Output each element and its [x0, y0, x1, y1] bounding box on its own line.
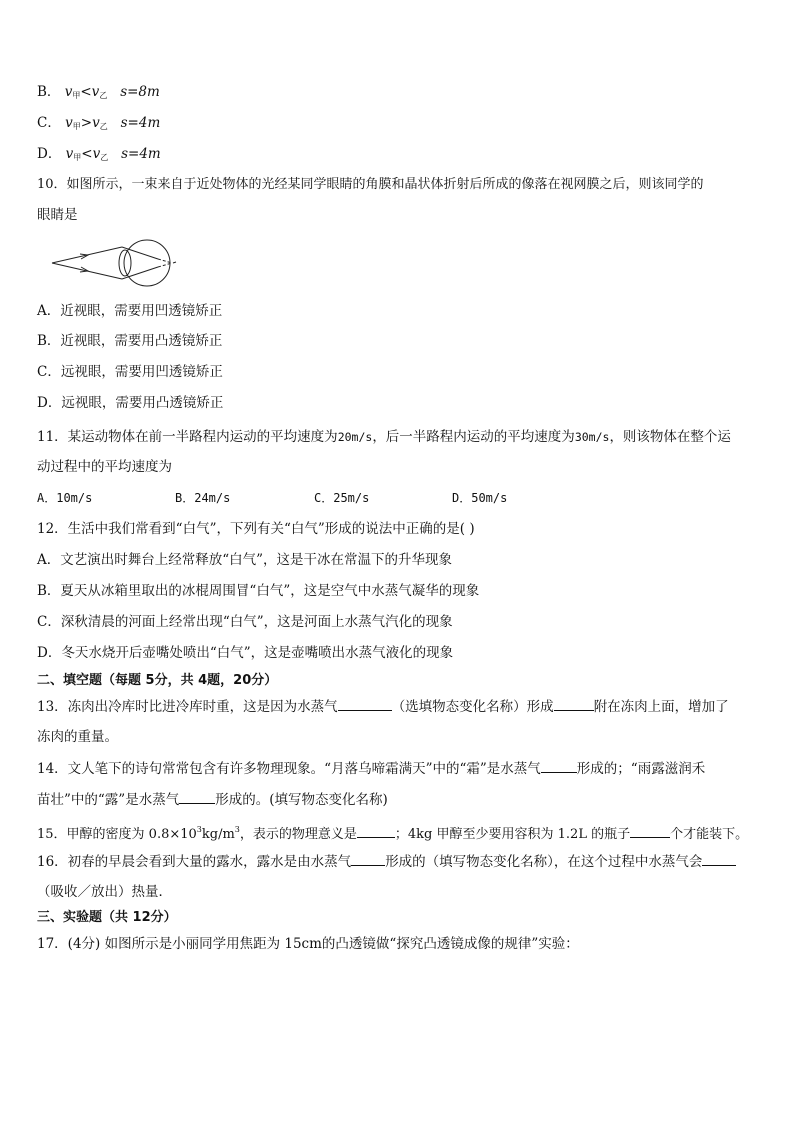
v-symbol: v	[91, 84, 100, 100]
subscript: 甲	[72, 91, 81, 100]
distance: s=4m	[120, 115, 161, 131]
q15-text: ；4kg 甲醇至少要用容积为 1.2L 的瓶子	[394, 827, 631, 842]
refracted-ray	[122, 267, 158, 279]
q9-option-b	[37, 82, 160, 106]
q16-text: 形成的（填写物态变化名称），在这个过程中水蒸气会	[385, 854, 703, 870]
q10-option-c: C．远视眼，需要用凹透镜矫正	[37, 364, 223, 380]
subscript: 乙	[99, 91, 108, 100]
section-fill-in-heading: 二、填空题（每题 5分，共 4题，20分）	[37, 673, 278, 688]
image-point	[173, 262, 176, 263]
option-label: D．	[37, 146, 62, 162]
q13-text: 13．冻肉出冷库时比进冷库时重，这是因为水蒸气	[37, 699, 338, 715]
subscript: 乙	[100, 153, 109, 162]
exponent: 3	[234, 825, 240, 834]
q16-line1	[37, 851, 736, 872]
q12-option-d: D．冬天水烧开后壶嘴处喷出“白气”，这是壶嘴喷出水蒸气液化的现象	[37, 645, 454, 661]
v-symbol: v	[65, 115, 73, 131]
q11-stem-line1	[37, 427, 731, 447]
q14-text: 苗壮”中的“露”是水蒸气	[37, 792, 180, 808]
q10-option-d: D．远视眼，需要用凸透镜矫正	[37, 395, 224, 411]
q15-text: 个才能装下。	[670, 827, 749, 842]
speed-value: 30m/s	[574, 430, 610, 444]
lens	[119, 250, 131, 276]
answer-blank[interactable]	[351, 851, 385, 866]
q12-option-a: A．文艺演出时舞台上经常释放“白气”，这是干冰在常温下的升华现象	[37, 552, 453, 568]
q14-line1	[37, 758, 705, 779]
q14-text: 14．文人笔下的诗句常常包含有许多物理现象。“月落乌啼霜满天”中的“霜”是水蒸气	[37, 761, 541, 777]
eye-diagram	[50, 237, 180, 289]
answer-blank[interactable]	[702, 851, 736, 866]
q11-stem-line2: 动过程中的平均速度为	[37, 459, 172, 475]
q11-option-a: A．10m/s	[37, 491, 93, 505]
q11-option-c: C．25m/s	[314, 491, 370, 505]
q10-stem-line2: 眼睛是	[37, 207, 78, 223]
q13-line1	[37, 696, 729, 717]
answer-blank[interactable]	[541, 758, 577, 773]
q9-option-d	[37, 144, 161, 168]
answer-blank[interactable]	[179, 789, 215, 804]
q15-text: ，表示的物理意义是	[239, 827, 357, 842]
q11-option-b: B．24m/s	[175, 491, 231, 505]
answer-blank[interactable]	[338, 696, 392, 711]
answer-blank[interactable]	[357, 823, 395, 838]
v-symbol: v	[64, 84, 73, 100]
q16-text: 16．初春的早晨会看到大量的露水，露水是由水蒸气	[37, 854, 352, 870]
q13-text: 附在冻肉上面，增加了	[593, 699, 729, 715]
q15-line	[37, 820, 748, 845]
q11-text: 11．某运动物体在前一半路程内运动的平均速度为	[37, 429, 338, 445]
q16-line2: （吸收／放出）热量．	[37, 884, 172, 900]
v-symbol: v	[92, 146, 101, 162]
q14-text: 形成的；“雨露滋润禾	[576, 761, 706, 777]
v-symbol: v	[65, 146, 74, 162]
q13-line2: 冻肉的重量。	[37, 729, 118, 745]
q11-options	[0, 488, 794, 508]
q14-line2	[37, 789, 388, 810]
subscript: 甲	[73, 153, 82, 162]
subscript: 乙	[99, 122, 108, 131]
q11-text: ，后一半路程内运动的平均速度为	[372, 429, 575, 445]
exponent: 3	[196, 825, 202, 834]
q12-option-c: C．深秋清晨的河面上经常出现“白气”，这是河面上水蒸气汽化的现象	[37, 614, 453, 630]
q12-stem: 12．生活中我们常看到“白气”，下列有关“白气”形成的说法中正确的是( )	[37, 521, 475, 537]
q10-option-b: B．近视眼，需要用凸透镜矫正	[37, 333, 223, 349]
refracted-ray	[122, 247, 158, 259]
q11-option-d: D．50m/s	[452, 491, 508, 505]
answer-blank[interactable]	[630, 823, 670, 838]
q11-text: ，则该物体在整个运	[609, 429, 731, 445]
option-label: C．	[37, 115, 61, 131]
q9-option-c	[37, 113, 160, 137]
distance: s=8m	[120, 84, 160, 100]
q12-option-b: B．夏天从冰箱里取出的冰棍周围冒“白气”，这是空气中水蒸气凝华的现象	[37, 583, 480, 599]
q10-option-a: A．近视眼，需要用凹透镜矫正	[37, 303, 223, 319]
speed-value: 20m/s	[337, 430, 373, 444]
v-symbol: v	[92, 115, 100, 131]
q15-text: 15．甲醇的密度为 0.8×10	[37, 827, 197, 842]
subscript: 甲	[72, 122, 81, 131]
density-unit: kg/m	[201, 827, 235, 842]
relation: >	[80, 115, 93, 131]
option-label: B．	[37, 84, 61, 100]
q14-text: 形成的。(填写物态变化名称)	[215, 792, 388, 808]
relation: <	[81, 146, 93, 162]
q17-stem: 17．(4分) 如图所示是小丽同学用焦距为 15cm的凸透镜做“探究凸透镜成像的规律”实验：	[37, 936, 579, 952]
q10-stem-line1: 10．如图所示，一束来自于近处物体的光经某同学眼睛的角膜和晶状体折射后所成的像落在视网膜之后，则该同学的	[37, 177, 704, 192]
answer-blank[interactable]	[554, 696, 594, 711]
distance: s=4m	[121, 146, 161, 162]
section-experiment-heading: 三、实验题（共 12分）	[37, 910, 177, 925]
relation: <	[80, 84, 92, 100]
q13-text: （选填物态变化名称）形成	[391, 699, 554, 715]
